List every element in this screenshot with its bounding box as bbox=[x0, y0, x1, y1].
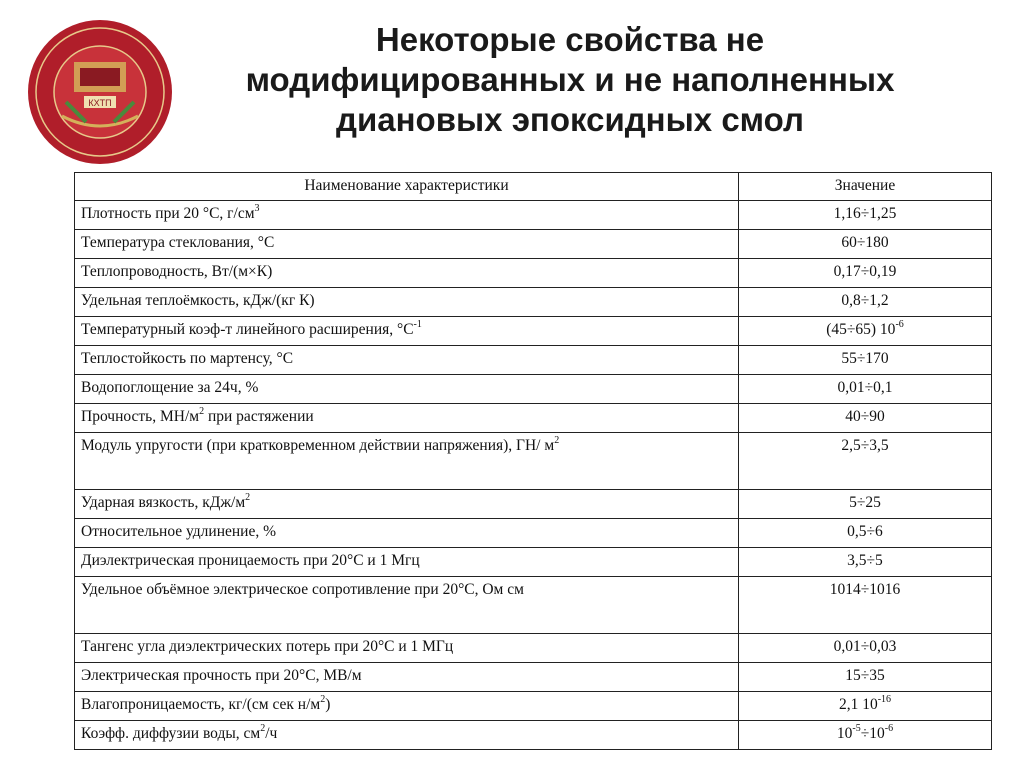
property-name-text: Влагопроницаемость, кг/(см сек н/м bbox=[81, 696, 321, 713]
property-name-text: Прочность, МН/м bbox=[81, 408, 200, 425]
table-row bbox=[75, 346, 992, 375]
title-line-1: Некоторые свойства не bbox=[375, 21, 765, 58]
property-name bbox=[75, 375, 739, 404]
property-value-text: 2,5÷3,5 bbox=[841, 437, 889, 454]
property-value bbox=[739, 201, 992, 230]
property-name-text: Тангенс угла диэлектрических потерь при 20°С и 1 МГц bbox=[81, 638, 454, 655]
table-row bbox=[75, 230, 992, 259]
property-value-text: 0,01÷0,03 bbox=[833, 638, 897, 655]
property-name bbox=[75, 519, 739, 548]
title-line-2: модифицированных и не наполненных bbox=[245, 61, 895, 98]
property-value-text: 1,16÷1,25 bbox=[833, 205, 897, 222]
property-value-text: 15÷35 bbox=[845, 667, 885, 684]
property-value bbox=[739, 577, 992, 634]
property-value-text: 0,5÷6 bbox=[847, 523, 883, 540]
property-value-text: 5÷25 bbox=[849, 494, 881, 511]
property-name-text: Диэлектрическая проницаемость при 20°С и 1 Мгц bbox=[81, 552, 420, 569]
property-value-text: 0,01÷0,1 bbox=[837, 379, 893, 396]
property-name-superscript: -1 bbox=[413, 318, 422, 330]
property-name bbox=[75, 288, 739, 317]
property-value-text: 1014÷1016 bbox=[829, 581, 901, 598]
table-row bbox=[75, 404, 992, 433]
property-name-superscript: 3 bbox=[254, 202, 260, 214]
property-value-text: 60÷180 bbox=[841, 234, 889, 251]
property-value bbox=[739, 288, 992, 317]
property-name-text: Модуль упругости (при кратковременном действии напряжения), ГН/ м bbox=[81, 437, 555, 454]
property-value bbox=[739, 230, 992, 259]
table-row bbox=[75, 634, 992, 663]
properties-table bbox=[74, 172, 992, 750]
property-name-text: Водопоглощение за 24ч, % bbox=[81, 379, 259, 396]
property-value bbox=[739, 433, 992, 490]
table-row bbox=[75, 288, 992, 317]
property-value bbox=[739, 721, 992, 750]
property-value bbox=[739, 663, 992, 692]
property-name-text: Удельная теплоёмкость, кДж/(кг К) bbox=[81, 292, 315, 309]
property-name-tail: /ч bbox=[265, 725, 278, 742]
property-name bbox=[75, 721, 739, 750]
table-row bbox=[75, 375, 992, 404]
property-name-text: Температура стеклования, °С bbox=[81, 234, 275, 251]
column-header-value: Значение bbox=[739, 173, 992, 201]
property-value-tail: ÷10 bbox=[860, 725, 885, 742]
property-name-text: Теплостойкость по мартенсу, °С bbox=[81, 350, 294, 367]
property-value bbox=[739, 634, 992, 663]
property-name bbox=[75, 634, 739, 663]
property-name-text: Температурный коэф-т линейного расширения, °С bbox=[81, 321, 414, 338]
property-name bbox=[75, 317, 739, 346]
property-value-text: 10 bbox=[836, 725, 853, 742]
table-row bbox=[75, 433, 992, 490]
table-row bbox=[75, 663, 992, 692]
property-name bbox=[75, 577, 739, 634]
property-name-text: Относительное удлинение, % bbox=[81, 523, 277, 540]
property-value-text: 0,8÷1,2 bbox=[841, 292, 889, 309]
property-name bbox=[75, 259, 739, 288]
property-value-superscript-2: -6 bbox=[884, 722, 894, 734]
property-name bbox=[75, 201, 739, 230]
property-name-tail: ) bbox=[325, 696, 331, 713]
property-value-text: 55÷170 bbox=[841, 350, 889, 367]
table-row bbox=[75, 317, 992, 346]
property-value bbox=[739, 375, 992, 404]
property-name-text: Удельное объёмное электрическое сопротивление при 20°С, Ом см bbox=[81, 581, 524, 598]
property-name-text: Теплопроводность, Вт/(м×К) bbox=[81, 263, 273, 280]
table-row bbox=[75, 548, 992, 577]
property-value-text: 0,17÷0,19 bbox=[833, 263, 897, 280]
property-name bbox=[75, 692, 739, 721]
property-value-text: 3,5÷5 bbox=[847, 552, 883, 569]
property-name-superscript: 2 bbox=[320, 693, 326, 705]
property-name-superscript: 2 bbox=[554, 434, 560, 446]
property-value-text: 40÷90 bbox=[845, 408, 885, 425]
property-name bbox=[75, 404, 739, 433]
table-row bbox=[75, 201, 992, 230]
property-name-superscript: 2 bbox=[260, 722, 266, 734]
property-name bbox=[75, 230, 739, 259]
property-name-text: Ударная вязкость, кДж/м bbox=[81, 494, 246, 511]
property-value-text: 2,1 10 bbox=[838, 696, 878, 713]
property-name bbox=[75, 663, 739, 692]
property-name bbox=[75, 433, 739, 490]
property-name-tail: при растяжении bbox=[204, 408, 314, 425]
table-row bbox=[75, 692, 992, 721]
property-name-text: Коэфф. диффузии воды, см bbox=[81, 725, 261, 742]
title-line-3: диановых эпоксидных смол bbox=[336, 101, 804, 138]
property-value bbox=[739, 548, 992, 577]
page-title bbox=[180, 20, 960, 140]
university-seal bbox=[26, 18, 174, 166]
seal-center-text: КХТП bbox=[88, 98, 112, 108]
property-value bbox=[739, 519, 992, 548]
property-value-superscript: -6 bbox=[895, 318, 904, 330]
property-value bbox=[739, 692, 992, 721]
property-name-superscript: 2 bbox=[199, 405, 205, 417]
column-header-name: Наименование характеристики bbox=[75, 173, 739, 201]
property-name-text: Плотность при 20 °С, г/см bbox=[81, 205, 255, 222]
table-header-row bbox=[75, 173, 992, 201]
property-name-text: Электрическая прочность при 20°С, МВ/м bbox=[81, 667, 362, 684]
table-row bbox=[75, 577, 992, 634]
property-value-superscript: -16 bbox=[877, 693, 892, 705]
property-value bbox=[739, 259, 992, 288]
property-name bbox=[75, 346, 739, 375]
property-name bbox=[75, 548, 739, 577]
property-name bbox=[75, 490, 739, 519]
property-value bbox=[739, 490, 992, 519]
property-name-superscript: 2 bbox=[245, 491, 251, 503]
property-value bbox=[739, 346, 992, 375]
table-row bbox=[75, 519, 992, 548]
property-value bbox=[739, 317, 992, 346]
table-row bbox=[75, 259, 992, 288]
property-value bbox=[739, 404, 992, 433]
table-row bbox=[75, 490, 992, 519]
table-row bbox=[75, 721, 992, 750]
property-value-text: (45÷65) 10 bbox=[826, 321, 896, 338]
property-value-superscript: -5 bbox=[852, 722, 861, 734]
